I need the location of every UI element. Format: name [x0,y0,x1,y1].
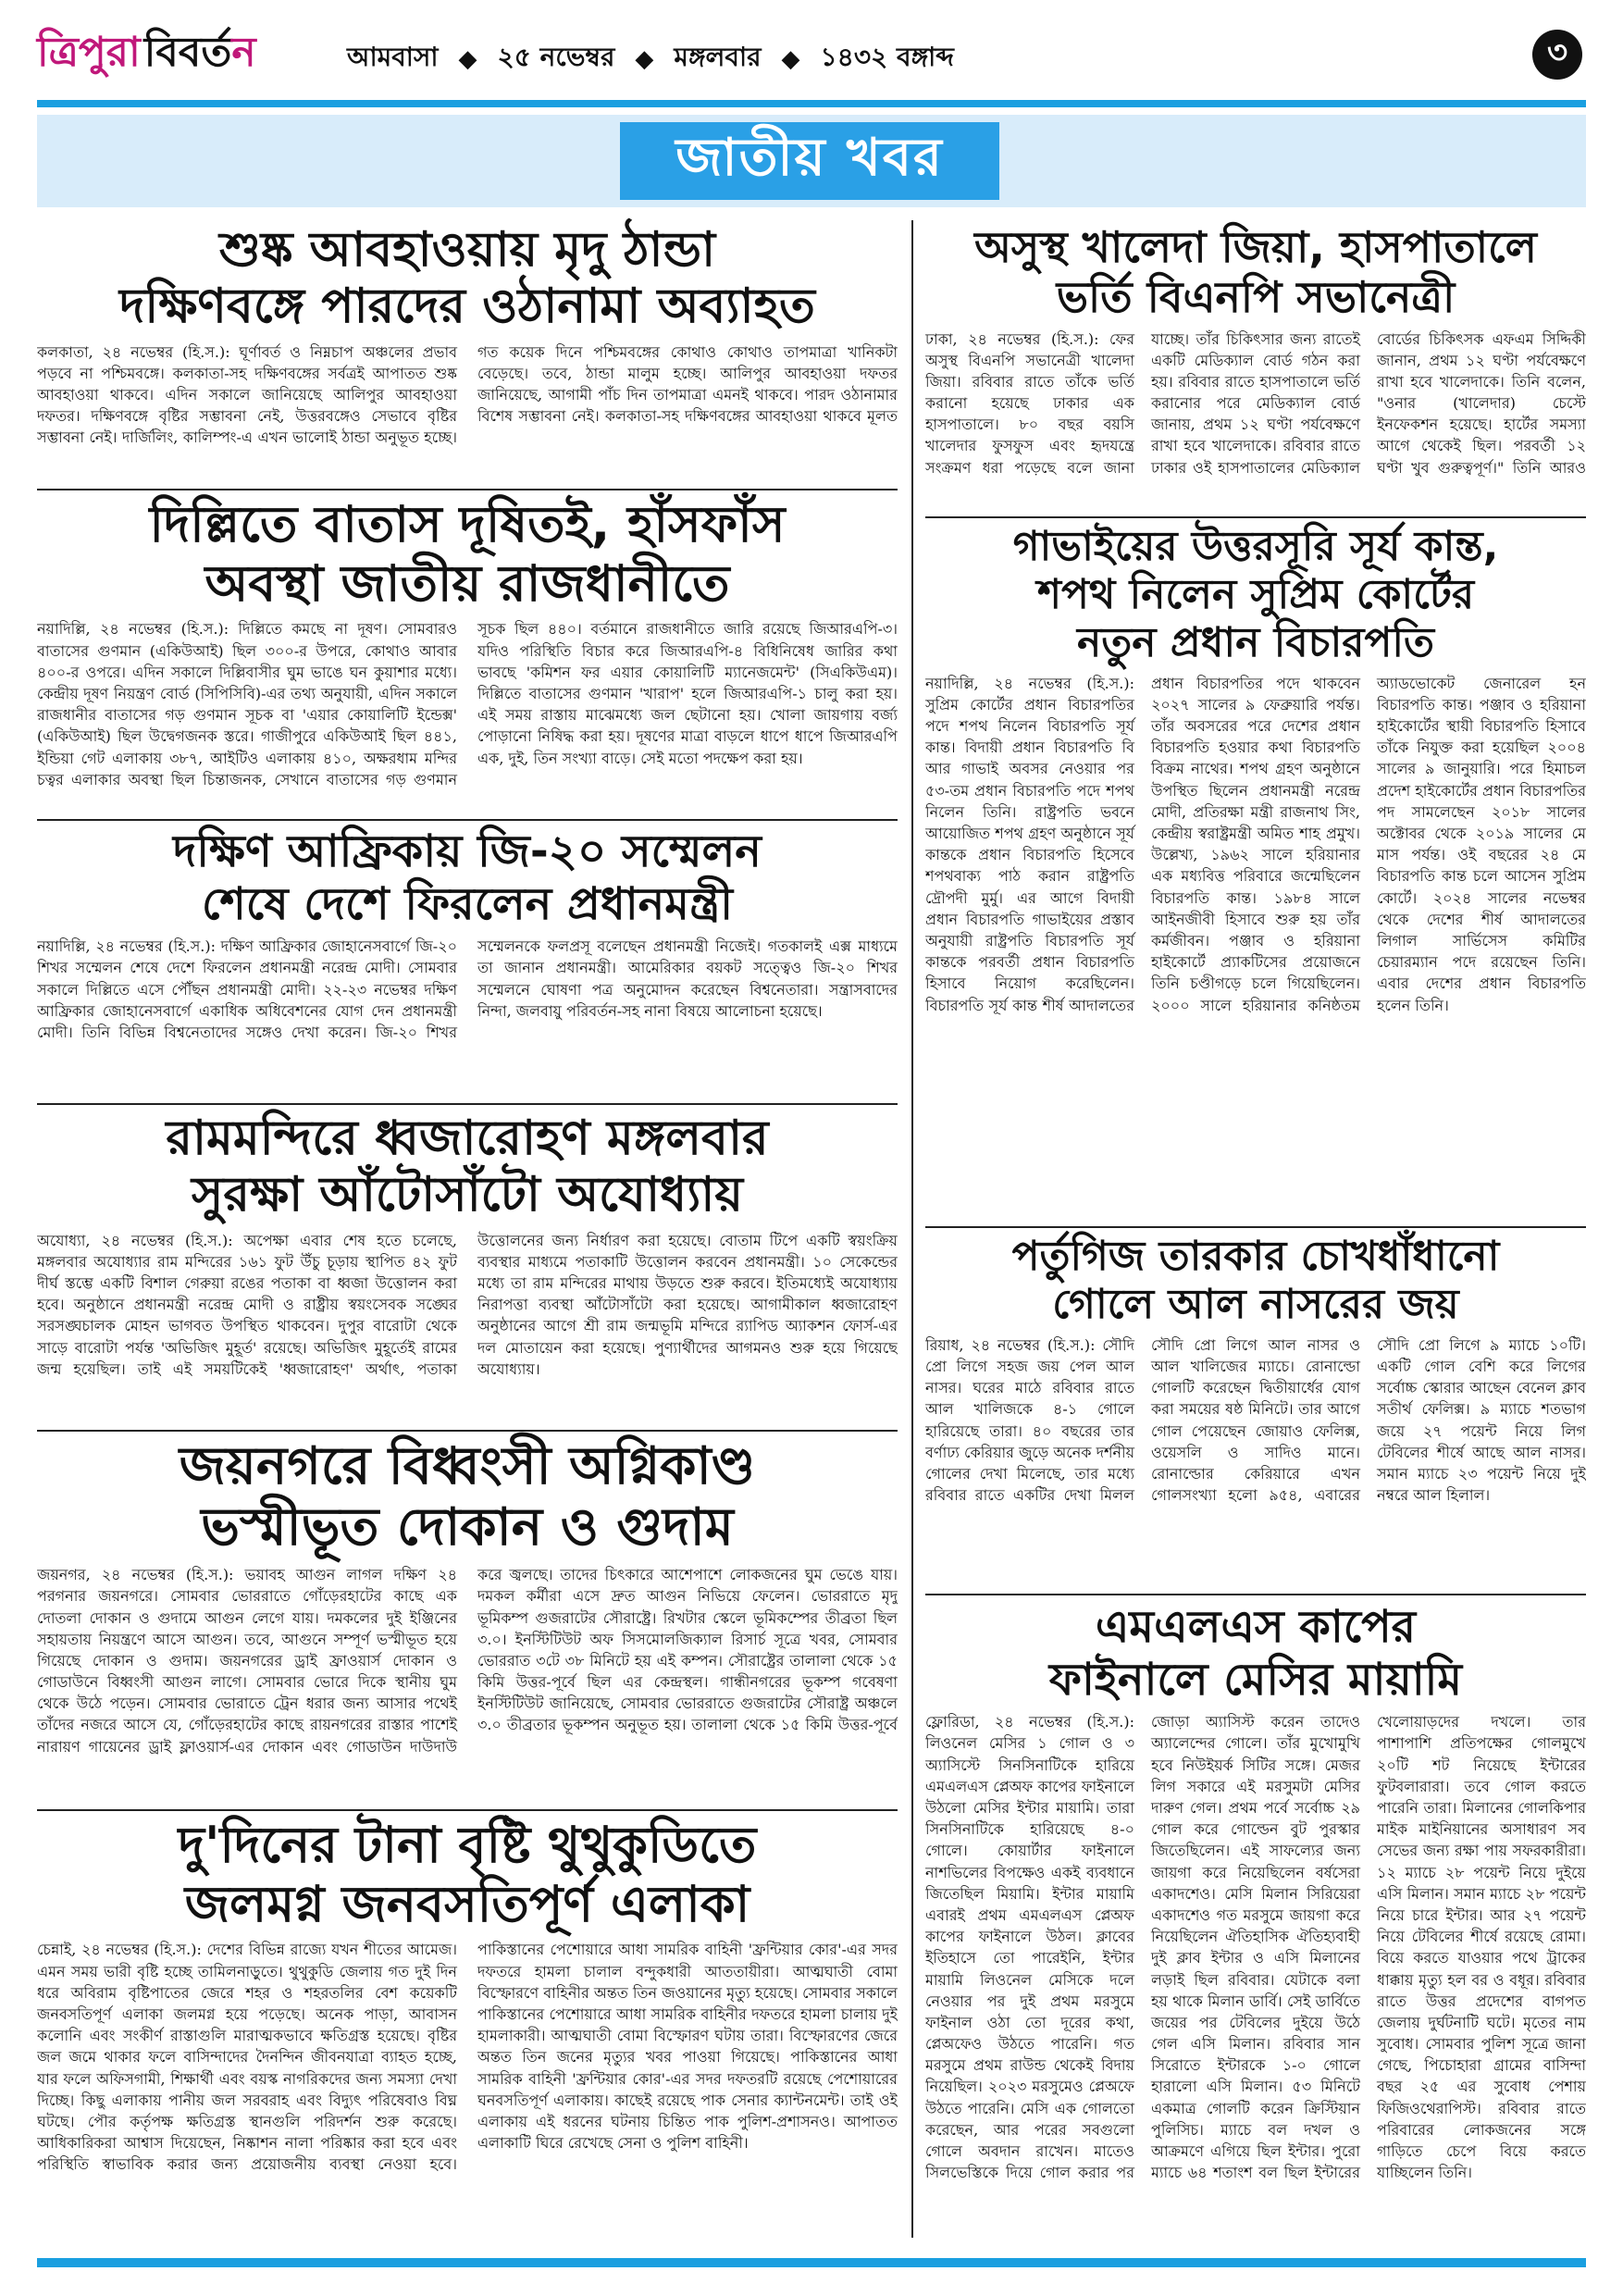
headline-line2: গোলে আল নাসরের জয় [1052,1280,1459,1328]
story-chief-justice [925,523,1586,1226]
edition-meta [347,37,954,81]
headline-line2: অবস্থা জাতীয় রাজধানীতে [204,553,730,613]
story-khaleda-zia [925,222,1586,518]
headline [925,222,1586,323]
headline [37,222,898,336]
section-title: জাতীয় খবর [620,122,999,200]
story-body: কলকাতা, ২৪ নভেম্বর (হি.স.): ঘূর্ণাবর্ত ও নিম্নচাপ অঞ্চলের প্রভাব পড়বে না পশ্চিমবঙ্গে। কলকাতা-সহ দক্ষিণবঙ্গের সর্বত্রই আপাতত শুষ্ক আবহাওয়া থাকবে। এদিন সকালে জানিয়েছে আলিপুর আবহাওয়া দফতর। দক্ষিণবঙ্গে বৃষ্টির সম্ভাবনা নেই, উত্তরবঙ্গেও সেভাবে বৃষ্টির সম্ভাবনা নেই। দার্জিলিং, কালিম্পং-এ এখন ভালোই ঠান্ডা অনুভূত হচ্ছে। গত কয়েক দিনে পশ্চিমবঙ্গের কোথাও কোথাও তাপমাত্রা খানিকটা বেড়েছে। তবে, ঠান্ডা মালুম হচ্ছে। আলিপুর আবহাওয়া দফতর জানিয়েছে, আগামী পাঁচ দিন তাপমাত্রা এমনই থাকবে। পারদ ওঠানামার বিশেষ সম্ভাবনা নেই। কলকাতা-সহ দক্ষিণবঙ্গের আবহাওয়া থাকবে মূলত [37,342,898,447]
story-body: ঢাকা, ২৪ নভেম্বর (হি.স.): ফের অসুস্থ বিএনপি সভানেত্রী খালেদা জিয়া। রবিবার রাতে তাঁকে ভর্তি করানো হয়েছে ঢাকার এক হাসপাতালে। ৮০ বছর বয়সি খালেদার ফুসফুস এবং হৃদযন্ত্রে সংক্রমণ ধরা পড়েছে বলে জানা যাচ্ছে। তাঁর চিকিৎসার জন্য রাতেই একটি মেডিক্যাল বোর্ড গঠন করা হয়। রবিবার রাতে হাসপাতালে ভর্তি করানোর পরে মেডিক্যাল বোর্ড জানায়, প্রথম ১২ ঘণ্টা পর্যবেক্ষণে রাখা হবে খালেদাকে। রবিবার রাতে ঢাকার ওই হাসপাতালের মেডিক্যাল বোর্ডের চিকিৎসক এফএম সিদ্দিকী জানান, প্রথম ১২ ঘণ্টা পর্যবেক্ষণে রাখা হবে খালেদাকে। তিনি বলেন, "ওনার (খালেদার) চেস্টে ইনফেকশন হয়েছে। হার্টের সমস্যা আগে থেকেই ছিল। পরবর্তী ১২ ঘণ্টা খুব গুরুত্বপূর্ণ।" তিনি আরও [925,329,1586,477]
story-divider [37,489,898,490]
column-divider [911,220,913,2238]
headline-line2: শেষে দেশে ফিরলেন প্রধানমন্ত্রী [201,877,734,930]
headline-line2: ভর্তি বিএনপি সভানেত্রী [1056,272,1456,323]
story-body: চেন্নাই, ২৪ নভেম্বর (হি.স.): দেশের বিভিন্ন রাজ্যে যখন শীতের আমেজ। এমন সময় ভারী বৃষ্টি হচ্ছে তামিলনাড়ুতে। থুথুকুডি জেলায় গত দুই দিন ধরে অবিরাম বৃষ্টিপাতের জেরে শহর ও শহরতলির বেশ কয়েকটি জনবসতিপূর্ণ এলাকা জলমগ্ন হয়ে পড়েছে। অনেক পাড়া, আবাসন কলোনি এবং সংকীর্ণ রাস্তাগুলি মারাত্মকভাবে ক্ষতিগ্রস্ত হয়েছে। বৃষ্টির জল জমে থাকার ফলে বাসিন্দাদের দৈনন্দিন জীবনযাত্রা ব্যাহত হচ্ছে, যার ফলে অফিসগামী, শিক্ষার্থী এবং বয়স্ক নাগরিকদের জন্য সমস্যা দেখা দিচ্ছে। কিছু এলাকায় পানীয় জল সরবরাহ এবং বিদ্যুৎ পরিষেবাও বিঘ্ন ঘটছে। পৌর কর্তৃপক্ষ ক্ষতিগ্রস্ত স্থানগুলি পরিদর্শন শুরু করেছে। আধিকারিকরা আশ্বাস দিয়েছেন, নিষ্কাশন নালা পরিষ্কার করা হবে এবং পরিস্থিতি স্বাভাবিক করার জন্য প্রয়োজনীয় ব্যবস্থা নেওয়া হবে। পাকিস্তানের পেশোয়ারে আধা সামরিক বাহিনী 'ফ্রন্টিয়ার কোর'-এর সদর দফতরে হামলা চালাল বন্দুকধারী আততায়ীরা। আত্মঘাতী বোমা বিস্ফোরণে বাহিনীর অন্তত তিন জওয়ানের মৃত্যু হয়েছে। সোমবার সকালে পাকিস্তানের পেশোয়ারে আধা সামরিক বাহিনীর দফতরে হামলা চালায় দুই হামলাকারী। আত্মঘাতী বোমা বিস্ফোরণ ঘটায় তারা। বিস্ফোরণের জেরে অন্তত তিন জনের মৃত্যুর খবর পাওয়া গিয়েছে। পাকিস্তানের আধা সামরিক বাহিনী 'ফ্রন্টিয়ার কোর'-এর সদর দফতরটি রয়েছে পেশোয়ারের ঘনবসতিপূর্ণ এলাকায়। কাছেই রয়েছে পাক সেনার ক্যান্টনমেন্ট। তাই ওই এলাকায় এই ধরনের ঘটনায় চিন্তিত পাক পুলিশ-প্রশাসনও। আপাতত এলাকাটি ঘিরে রেখেছে সেনা ও পুলিশ বাহিনী। [37,1941,898,2174]
headline-line3: নতুন প্রধান বিচারপতি [1077,618,1434,666]
story-divider [925,1594,1586,1595]
story-thoothukudi-rain [37,1816,898,2251]
logo-part3: ন [231,28,256,76]
story-body: অযোধ্যা, ২৪ নভেম্বর (হি.স.): অপেক্ষা এবার শেষ হতে চলেছে, মঙ্গলবার অযোধ্যার রাম মন্দিরের ১৬১ ফুট উঁচু চূড়ায় স্থাপিত ৪২ ফুট দীর্ঘ স্তম্ভে একটি বিশাল গেরুয়া রঙের পতাকা বা ধ্বজা উত্তোলন করা হবে। অনুষ্ঠানে প্রধানমন্ত্রী নরেন্দ্র মোদী ও রাষ্ট্রীয় স্বয়ংসেবক সঙ্ঘের সরসঙ্ঘচালক মোহন ভাগবত উপস্থিত থাকবেন। দুপুর বারোটা থেকে সাড়ে বারোটা পর্যন্ত 'অভিজিৎ মুহূর্ত' রয়েছে। অভিজিৎ মুহূর্তেই রামের জন্ম হয়েছিল। তাই এই সময়টিকেই 'ধ্বজারোহণ' অর্থাৎ, পতাকা উত্তোলনের জন্য নির্ধারণ করা হয়েছে। বোতাম টিপে একটি স্বয়ংক্রিয় ব্যবস্থার মাধ্যমে পতাকাটি উত্তোলন করবেন প্রধানমন্ত্রী। ১০ সেকেন্ডের মধ্যে তা রাম মন্দিরের মাথায় উড়তে শুরু করবে। ইতিমধ্যেই অযোধ্যায় নিরাপত্তা ব্যবস্থা আঁটোসাঁটো করা হয়েছে। আগামীকাল ধ্বজারোহণ অনুষ্ঠানের আগে শ্রী রাম জন্মভূমি মন্দিরে র‍্যাপিড অ্যাকশন ফোর্স-এর দল মোতায়েন করা হয়েছে। পুণ্যার্থীদের আগমনও শুরু হয়ে গিয়েছে অযোধ্যায়। [37,1231,898,1378]
story-al-nassr [925,1233,1586,1594]
headline-line1: এমএলএস কাপের [1095,1601,1417,1653]
headline-line2: ফাইনালে মেসির মায়ামি [1048,1653,1463,1706]
edition-year: ১৪৩২ বঙ্গাব্দ [820,42,954,72]
logo-part1: ত্রিপুরা [37,28,141,76]
story-divider [925,516,1586,518]
headline-line2: শপথ নিলেন সুপ্রিম কোর্টের [1036,570,1475,618]
story-body: জয়নগর, ২৪ নভেম্বর (হি.স.): ভয়াবহ আগুন লাগল দক্ষিণ ২৪ পরগনার জয়নগরে। সোমবার ভোররাতে গোঁড়েরহাটের কাছে এক দোতলা দোকান ও গুদামে আগুন লেগে যায়। দমকলের দুই ইঞ্জিনের সহায়তায় নিয়ন্ত্রণে আসে আগুন। তবে, আগুনে সম্পূর্ণ ভস্মীভূত হয়ে গিয়েছে দোকান ও গুদাম। জয়নগরের ড্রাই ফ্রাওয়ার্স দোকান ও গোডাউনে বিধ্বংসী আগুন লাগে। সোমবার ভোরে দিকে স্থানীয় ঘুম থেকে উঠে পড়েন। সোমবার ভোরাতে ট্রেন ধরার জন্য আসার পথেই তাঁদের নজরে আসে যে, গোঁড়েরহাটের কাছে রায়নগরের রাস্তার পাশেই নারায়ণ গায়েনের ড্রাই ফ্লাওয়ার্স-এর দোকান এবং গোডাউন দাউদাউ করে জ্বলছে। তাদের চিৎকারে আশেপাশে লোকজনের ঘুম ভেঙে যায়। দমকল কর্মীরা এসে দ্রুত আগুন নিভিয়ে ফেলেন। ভোররাতে মৃদু ভূমিকম্প গুজরাটের সৌরাষ্ট্রে। রিখটার স্কেলে ভূমিকম্পের তীব্রতা ছিল ৩.০। ইনস্টিটিউট অফ সিসমোলজিক্যাল রিসার্চ সূত্রে খবর, সোমবার ভোররাত ৩টে ৩৮ মিনিটে হয় এই কম্পন। সৌরাষ্ট্রের তালালা থেকে ১৫ কিমি উত্তর-পূর্বে ছিল এর কেন্দ্রস্থল। গান্ধীনগরের ভূকম্প গবেষণা ইনস্টিটিউট জানিয়েছে, সোমবার ভোররাতে গুজরাটের সৌরাষ্ট্র অঞ্চলে ৩.০ তীব্রতার ভূকম্পন অনুভূত হয়। তালালা থেকে ১৫ কিমি উত্তর-পূর্বে [37,1566,898,1756]
headline-line1: শুষ্ক আবহাওয়ায় মৃদু ঠান্ডা [218,222,716,278]
story-ayodhya [37,1111,898,1430]
story-divider [37,1809,898,1811]
headline [37,1816,898,1933]
headline-line2: ভস্মীভূত দোকান ও গুদাম [201,1497,734,1558]
headline-line1: রামমন্দিরে ধ্বজারোহণ মঙ্গলবার [166,1111,769,1166]
headline-line2: সুরক্ষা আঁটোসাঁটো অযোধ্যায় [192,1167,743,1223]
headline [37,1111,898,1224]
edition-name: আমবাসা [347,42,439,72]
headline [925,523,1586,667]
headline [37,495,898,613]
story-weather [37,222,898,490]
headline-line1: দিল্লিতে বাতাস দূষিতই, হাঁসফাঁস [149,495,786,553]
story-g20 [37,825,898,1103]
diamond-icon: ◆ [781,44,800,73]
story-divider [925,1226,1586,1228]
story-body: নয়াদিল্লি, ২৪ নভেম্বর (হি.স.): দিল্লিতে কমছে না দূষণ। সোমবারও বাতাসের গুণমান (একিউআই) ছিল ৩০০-র উপরে, কোথাও আবার ৪০০-র ওপরে। এদিন সকালে দিল্লিবাসীর ঘুম ভাঙে ঘন কুয়াশার মধ্যে। কেন্দ্রীয় দূষণ নিয়ন্ত্রণ বোর্ড (সিপিসিবি)-এর তথ্য অনুযায়ী, এদিন সকালে রাজধানীর বাতাসের গড় গুণমান সূচক বা 'এয়ার কোয়ালিটি ইন্ডেক্স' (একিউআই) ছিল উদ্বেগজনক স্তরে। গাজীপুরে একিউআই ছিল ৪৪১, ইন্ডিয়া গেট এলাকায় ৩৮৭, আইটিও এলাকায় ৪১০, অক্ষরধাম মন্দির চত্বর এলাকার অবস্থা ছিল চিন্তাজনক, সেখানে বাতাসের গড় গুণমান সূচক ছিল ৪৪০। বর্তমানে রাজধানীতে জারি রয়েছে জিআরএপি-৩। যদিও পরিস্থিতি বিচার করে জিআরএপি-৪ বিধিনিষেধ জারির কথা ভাবছে 'কমিশন ফর এয়ার কোয়ালিটি ম্যানেজমেন্ট' (সিএকিউএম)। দিল্লিতে বাতাসের গুণমান 'খারাপ' হলে জিআরএপি-১ চালু করা হয়। এই সময় রাস্তায় মাঝেমধ্যে জল ছেটানো হয়। খোলা জায়গায় বর্জ্য পোড়ানো নিষিদ্ধ করা হয়। দূষণের মাত্রা বাড়লে ধাপে ধাপে জিআরএপি এক, দুই, তিন সংখ্যা বাড়ে। সেই মতো পদক্ষেপ করা হয়। [37,620,898,788]
headline-line1: গাভাইয়ের উত্তরসূরি সূর্য কান্ত, [1012,523,1499,570]
headline [925,1601,1586,1706]
story-inter-miami [925,1601,1586,2251]
story-body: রিয়াধ, ২৪ নভেম্বর (হি.স.): সৌদি প্রো লিগে সহজ জয় পেল আল নাসর। ঘরের মাঠে রবিবার রাতে আল খালিজকে ৪-১ গোলে হারিয়েছে তারা। ৪০ বছরের তার বর্ণাঢ্য কেরিয়ার জুড়ে অনেক দর্শনীয় গোলের দেখা মিলেছে, তার মধ্যে রবিবার রাতে একটির দেখা মিলল সৌদি প্রো লিগে আল নাসর ও আল খালিজের ম্যাচে। রোনাল্ডো গোলটি করেছেন দ্বিতীয়ার্ধের যোগ করা সময়ের ষষ্ঠ মিনিটে। তার আগে গোল পেয়েছেন জোয়াও ফেলিক্স, ওয়েসলি ও সাদিও মানে। রোনাল্ডোর কেরিয়ারে এখন গোলসংখ্যা হলো ৯৫৪, এবারের সৌদি প্রো লিগে ৯ ম্যাচে ১০টি। একটি গোল বেশি করে লিগের সর্বোচ্চ স্কোরার আছেন বেনেল ক্লাব সতীর্থ ফেলিক্স। ৯ ম্যাচে শতভাগ জয়ে ২৭ পয়েন্ট নিয়ে লিগ টেবিলের শীর্ষে আছে আল নাসর। সমান ম্যাচে ২৩ পয়েন্ট নিয়ে দুই নম্বরে আল হিলাল। [925,1335,1586,1505]
story-delhi-pollution [37,495,898,819]
headline-line1: দু'দিনের টানা বৃষ্টি থুথুকুডিতে [178,1816,757,1874]
story-divider [37,1103,898,1105]
story-body: নয়াদিল্লি, ২৪ নভেম্বর (হি.স.): দক্ষিণ আফ্রিকার জোহানেসবার্গে জি-২০ শিখর সম্মেলন শেষে দেশে ফিরলেন প্রধানমন্ত্রী নরেন্দ্র মোদী। সোমবার সকালে দিল্লিতে এসে পৌঁছন প্রধানমন্ত্রী মোদী। ২২-২৩ নভেম্বর দক্ষিণ আফ্রিকার জোহানেসবার্গে একাধিক অধিবেশনের যোগ দেন প্রধানমন্ত্রী মোদী। তিনি বিভিন্ন বিশ্বনেতাদের সঙ্গেও দেখা করেন। জি-২০ শিখর সম্মেলনকে ফলপ্রসূ বলেছেন প্রধানমন্ত্রী নিজেই। গতকালই এক্স মাধ্যমে তা জানান প্রধানমন্ত্রী। আমেরিকার বয়কট সত্ত্বেও জি-২০ শিখর সম্মেলনে ঘোষণা পত্র অনুমোদন করেছেন বিশ্বনেতারা। সন্ত্রাসবাদের নিন্দা, জলবায়ু পরিবর্তন-সহ নানা বিষয়ে আলোচনা হয়েছে। [37,937,898,1041]
header-rule [37,100,1586,107]
logo-part2: বিবর্ত [143,28,232,76]
page-number: ৩ [1532,30,1582,80]
edition-weekday: মঙ্গলবার [674,42,762,72]
story-body: নয়াদিল্লি, ২৪ নভেম্বর (হি.স.): সুপ্রিম কোর্টের প্রধান বিচারপতির পদে শপথ নিলেন বিচারপতি সূর্য কান্ত। বিদায়ী প্রধান বিচারপতি বি আর গাভাই অবসর নেওয়ার পর ৫৩-তম প্রধান বিচারপতি পদে শপথ নিলেন তিনি। রাষ্ট্রপতি ভবনে আয়োজিত শপথ গ্রহণ অনুষ্ঠানে সূর্য কান্তকে প্রধান বিচারপতি হিসেবে শপথবাক্য পাঠ করান রাষ্ট্রপতি দ্রৌপদী মুর্মু। এর আগে বিদায়ী প্রধান বিচারপতি গাভাইয়ের প্রস্তাব অনুযায়ী রাষ্ট্রপতি বিচারপতি সূর্য কান্তকে পরবর্তী প্রধান বিচারপতি হিসাবে নিয়োগ করেছিলেন। বিচারপতি সূর্য কান্ত শীর্ষ আদালতের প্রধান বিচারপতির পদে থাকবেন ২০২৭ সালের ৯ ফেব্রুয়ারি পর্যন্ত। তাঁর অবসরের পরে দেশের প্রধান বিচারপতি হওয়ার কথা বিচারপতি বিক্রম নাথের। শপথ গ্রহণ অনুষ্ঠানে উপস্থিত ছিলেন প্রধানমন্ত্রী নরেন্দ্র মোদী, প্রতিরক্ষা মন্ত্রী রাজনাথ সিং, কেন্দ্রীয় স্বরাষ্ট্রমন্ত্রী অমিত শাহ প্রমুখ। উল্লেখ্য, ১৯৬২ সালে হরিয়ানার এক মধ্যবিত্ত পরিবারে জন্মেছিলেন বিচারপতি কান্ত। ১৯৮৪ সালে আইনজীবী হিসাবে শুরু হয় তাঁর কর্মজীবন। পঞ্জাব ও হরিয়ানা হাইকোর্টে প্র্যাকটিসের প্রয়োজনে তিনি চণ্ডীগড়ে চলে গিয়েছিলেন। ২০০০ সালে হরিয়ানার কনিষ্ঠতম অ্যাডভোকেট জেনারেল হন বিচারপতি কান্ত। পঞ্জাব ও হরিয়ানা হাইকোর্টের স্থায়ী বিচারপতি হিসাবে তাঁকে নিযুক্ত করা হয়েছিল ২০০৪ সালের ৯ জানুয়ারি। পরে হিমাচল প্রদেশ হাইকোর্টের প্রধান বিচারপতির পদ সামলেছেন ২০১৮ সালের অক্টোবর থেকে ২০১৯ সালের মে মাস পর্যন্ত। ওই বছরের ২৪ মে বিচারপতি কান্ত চলে আসেন সুপ্রিম কোর্টে। ২০২৪ সালের নভেম্বর থেকে দেশের শীর্ষ আদালতের লিগাল সার্ভিসেস কমিটির চেয়ারম্যান পদে রয়েছেন তিনি। এবার দেশের প্রধান বিচারপতি হলেন তিনি। [925,674,1586,1014]
headline-line2: দক্ষিণবঙ্গে পারদের ওঠানামা অব্যাহত [119,279,815,335]
story-joynagar-fire [37,1436,898,1806]
diamond-icon: ◆ [635,44,654,73]
edition-date: ২৫ নভেম্বর [497,42,615,72]
newspaper-logo [37,26,256,83]
story-divider [37,1430,898,1432]
headline [37,1436,898,1558]
headline-line2: জলমগ্ন জনবসতিপূর্ণ এলাকা [184,1874,750,1933]
footer-rule [37,2258,1586,2267]
headline-line1: দক্ষিণ আফ্রিকায় জি-২০ সম্মেলন [173,825,762,877]
story-body: ফ্লোরিডা, ২৪ নভেম্বর (হি.স.): লিওনেল মেসির ১ গোল ও ৩ অ্যাসিস্টে সিনসিনাটিকে হারিয়ে এমএলএস প্লেঅফ কাপের ফাইনালে উঠলো মেসির ইন্টার মায়ামি। তারা সিনসিনাটিকে হারিয়েছে ৪-০ গোলে। কোয়ার্টার ফাইনালে নাশভিলের বিপক্ষেও একই ব্যবধানে জিতেছিল মিয়ামি। ইন্টার মায়ামি এবারই প্রথম এমএলএস প্লেঅফ কাপের ফাইনালে উঠল। ক্লাবের ইতিহাসে তো পারেইনি, ইন্টার মায়ামি লিওনেল মেসিকে দলে নেওয়ার পর দুই প্রথম মরসুমে ফাইনাল ওঠা তো দূরের কথা, প্লেঅফেও উঠতে পারেনি। গত মরসুমে প্রথম রাউন্ড থেকেই বিদায় নিয়েছিল। ২০২৩ মরসুমেও প্লেঅফে উঠতে পারেনি। মেসি এক গোলতো করেছেন, আর পরের সবগুলো গোলে অবদান রাখেন। মাতেও সিলভেস্তিকে দিয়ে গোল করার পর জোড়া অ্যাসিস্ট করেন তাদেও অ্যালেন্দের গোলে। তাঁর মুখোমুখি হবে নিউইয়র্ক সিটির সঙ্গে। মেজর লিগ সকারে এই মরসুমটা মেসির দারুণ গেল। প্রথম পর্বে সর্বোচ্চ ২৯ গোল করে গোল্ডেন বুট পুরস্কার জিতেছিলেন। এই সাফল্যের জন্য জায়গা করে নিয়েছিলেন বর্ষসেরা একাদশেও। মেসি মিলান সিরিয়েরা একাদশেও গত মরসুমে জায়গা করে নিয়েছিলেন ঐতিহাসিক ঐতিহ্যবাহী দুই ক্লাব ইন্টার ও এসি মিলানের লড়াই ছিল রবিবার। যেটাকে বলা হয় থাকে মিলান ডার্বি। সেই ডার্বিতে জয়ের পর টেবিলের দুইয়ে উঠে গেল এসি মিলান। রবিবার সান সিরোতে ইন্টারকে ১-০ গোলে হারালো এসি মিলান। ৫৩ মিনিটে একমাত্র গোলটি করেন ক্রিস্টিয়ান পুলিসিচ। ম্যাচে বল দখল ও আক্রমণে এগিয়ে ছিল ইন্টার। পুরো ম্যাচে ৬৪ শতাংশ বল ছিল ইন্টারের খেলোয়াড়দের দখলে। তার পাশাপাশি প্রতিপক্ষের গোলমুখে ২০টি শট নিয়েছে ইন্টারের ফুটবলারারা। তবে গোল করতে পারেনি তারা। মিলানের গোলকিপার মাইক মাইনিয়ানের অসাধারণ সব সেভের জন্য রক্ষা পায় সফরকারীরা। ১২ ম্যাচে ২৮ পয়েন্ট নিয়ে দুইয়ে এসি মিলান। সমান ম্যাচে ২৮ পয়েন্ট নিয়ে চারে ইন্টার। আর ২৭ পয়েন্ট নিয়ে টেবিলের শীর্ষে রয়েছে রোমা। বিয়ে করতে যাওয়ার পথে ট্রাকের ধাক্কায় মৃত্যু হল বর ও বধূর। রবিবার রাতে উত্তর প্রদেশের বাগপত জেলায় দুর্ঘটনাটি ঘটে। মৃতের নাম সুবোধ। সোমবার পুলিশ সূত্রে জানা গেছে, পিচোহারা গ্রামের বাসিন্দা বছর ২৫ এর সুবোধ পেশায় ফিজিওথেরাপিস্ট। রবিবার রাতে পরিবারের লোকজনের সঙ্গে গাড়িতে চেপে বিয়ে করতে যাচ্ছিলেন তিনি। [925,1713,1586,2182]
headline-line1: জয়নগরে বিধ্বংসী অগ্নিকাণ্ড [179,1436,756,1496]
story-divider [37,819,898,821]
headline-line1: পর্তুগিজ তারকার চোখধাঁধানো [1011,1233,1500,1280]
headline-line1: অসুস্থ খালেদা জিয়া, হাসপাতালে [974,222,1537,272]
masthead [37,26,1586,83]
headline [925,1233,1586,1329]
diamond-icon: ◆ [458,44,477,73]
headline [37,825,898,930]
